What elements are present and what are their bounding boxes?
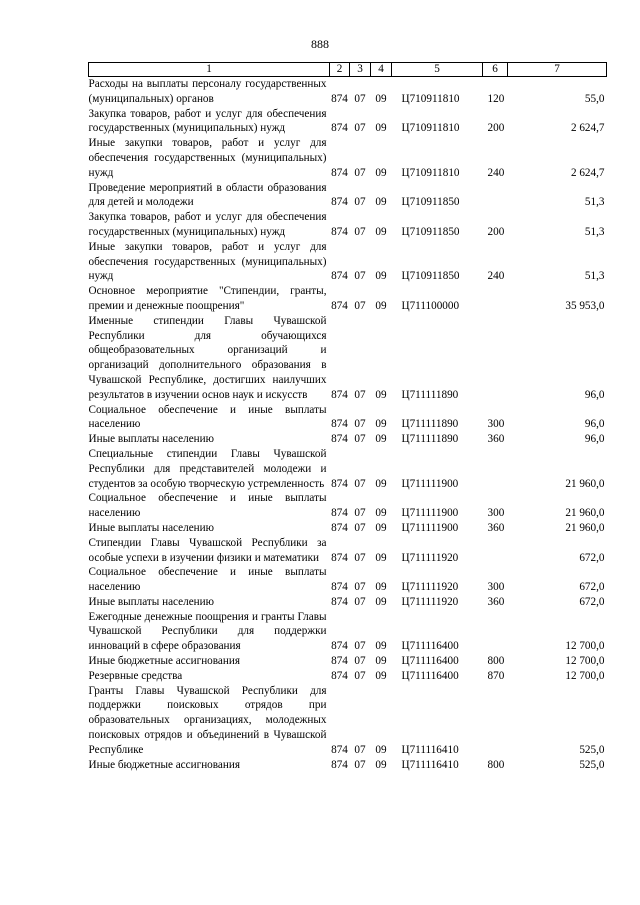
row-vr xyxy=(483,284,508,314)
row-rz: 07 xyxy=(354,507,366,520)
row-rz: 07 xyxy=(354,418,366,431)
header-col-3: 3 xyxy=(350,63,371,77)
row-vr: 200 xyxy=(487,225,505,238)
row-gr: 874 xyxy=(331,595,348,608)
table-row xyxy=(89,610,607,654)
row-vr: 240 xyxy=(487,166,505,179)
row-gr: 874 xyxy=(331,225,348,238)
page-number: 888 xyxy=(311,37,329,51)
row-sum: 35 953,0 xyxy=(565,299,605,312)
row-pr: 09 xyxy=(375,758,387,771)
row-vr: 300 xyxy=(487,581,505,594)
table-row xyxy=(89,654,607,669)
row-rz: 07 xyxy=(354,225,366,238)
header-col-2: 2 xyxy=(330,63,350,77)
row-sum: 51,3 xyxy=(584,196,605,209)
row-gr: 874 xyxy=(331,270,348,283)
row-rz: 07 xyxy=(354,299,366,312)
row-pr: 09 xyxy=(375,270,387,283)
row-name: Закупка товаров, работ и услуг для обеспечения государственных (муниципальных) нужд xyxy=(88,107,327,135)
row-vr: 300 xyxy=(487,418,505,431)
row-name: Иные бюджетные ассигнования xyxy=(88,758,240,771)
row-vr xyxy=(483,447,508,491)
row-pr: 09 xyxy=(375,388,387,401)
row-sum: 55,0 xyxy=(584,92,605,105)
row-gr: 874 xyxy=(331,507,348,520)
row-vr: 800 xyxy=(487,758,505,771)
row-gr: 874 xyxy=(331,640,348,653)
table-row xyxy=(89,669,607,684)
row-gr: 874 xyxy=(331,669,348,682)
row-vr: 300 xyxy=(487,507,505,520)
row-vr: 360 xyxy=(487,433,505,446)
row-sum: 96,0 xyxy=(584,418,605,431)
row-name: Социальное обеспечение и иные выплаты населению xyxy=(88,403,327,431)
table-row xyxy=(89,107,607,137)
row-vr xyxy=(483,314,508,403)
table-row xyxy=(89,565,607,595)
table-row xyxy=(89,210,607,240)
row-name: Ежегодные денежные поощрения и гранты Главы Чувашской Республики для поддержки инноваций в сфере образования xyxy=(88,610,327,653)
row-name: Иные закупки товаров, работ и услуг для обеспечения государственных (муниципальных) нужд xyxy=(88,240,327,283)
row-gr: 874 xyxy=(331,477,348,490)
table-row xyxy=(89,491,607,521)
table-row xyxy=(89,447,607,491)
header-col-6: 6 xyxy=(483,63,508,77)
row-name: Стипендии Главы Чувашской Республики за особые успехи в изучении физики и математики xyxy=(88,536,327,564)
row-csr: Ц710911810 xyxy=(401,122,460,135)
row-csr: Ц711116400 xyxy=(401,669,459,682)
header-col-5: 5 xyxy=(392,63,483,77)
table-row xyxy=(89,595,607,610)
table-body xyxy=(89,77,607,773)
row-gr: 874 xyxy=(331,433,348,446)
row-rz: 07 xyxy=(354,166,366,179)
row-csr: Ц711111900 xyxy=(401,521,459,534)
row-rz: 07 xyxy=(354,388,366,401)
row-csr: Ц711111890 xyxy=(401,433,459,446)
row-name: Резервные средства xyxy=(88,669,183,682)
row-pr: 09 xyxy=(375,166,387,179)
row-rz: 07 xyxy=(354,581,366,594)
row-sum: 525,0 xyxy=(579,743,605,756)
row-rz: 07 xyxy=(354,477,366,490)
row-vr xyxy=(483,181,508,211)
row-csr: Ц711111890 xyxy=(401,388,459,401)
row-csr: Ц710911850 xyxy=(401,270,460,283)
row-csr: Ц711116410 xyxy=(401,743,459,756)
row-sum: 12 700,0 xyxy=(565,655,605,668)
row-sum: 21 960,0 xyxy=(565,521,605,534)
row-name: Проведение мероприятий в области образования для детей и молодежи xyxy=(88,181,327,209)
row-rz: 07 xyxy=(354,655,366,668)
row-pr: 09 xyxy=(375,507,387,520)
table-header xyxy=(89,63,607,77)
row-sum: 12 700,0 xyxy=(565,669,605,682)
row-gr: 874 xyxy=(331,122,348,135)
row-gr: 874 xyxy=(331,418,348,431)
row-gr: 874 xyxy=(331,581,348,594)
row-rz: 07 xyxy=(354,669,366,682)
table-row xyxy=(89,403,607,433)
row-pr: 09 xyxy=(375,418,387,431)
row-sum: 96,0 xyxy=(584,388,605,401)
row-csr: Ц711111920 xyxy=(401,581,459,594)
row-rz: 07 xyxy=(354,595,366,608)
row-pr: 09 xyxy=(375,551,387,564)
row-pr: 09 xyxy=(375,122,387,135)
row-pr: 09 xyxy=(375,92,387,105)
row-gr: 874 xyxy=(331,551,348,564)
row-gr: 874 xyxy=(331,655,348,668)
row-csr: Ц711111890 xyxy=(401,418,459,431)
row-rz: 07 xyxy=(354,196,366,209)
row-vr: 870 xyxy=(487,669,505,682)
row-vr: 120 xyxy=(487,92,505,105)
row-sum: 672,0 xyxy=(579,595,605,608)
row-pr: 09 xyxy=(375,669,387,682)
row-gr: 874 xyxy=(331,166,348,179)
row-gr: 874 xyxy=(331,92,348,105)
row-pr: 09 xyxy=(375,196,387,209)
row-rz: 07 xyxy=(354,122,366,135)
row-sum: 672,0 xyxy=(579,551,605,564)
row-rz: 07 xyxy=(354,743,366,756)
row-name: Иные закупки товаров, работ и услуг для обеспечения государственных (муниципальных) нужд xyxy=(88,137,327,179)
row-rz: 07 xyxy=(354,640,366,653)
row-vr: 360 xyxy=(487,595,505,608)
table-row xyxy=(89,284,607,314)
row-sum: 96,0 xyxy=(584,433,605,446)
row-csr: Ц711116400 xyxy=(401,640,459,653)
row-vr xyxy=(483,610,508,654)
row-name: Иные выплаты населению xyxy=(88,595,214,608)
row-csr: Ц710911850 xyxy=(401,196,460,209)
header-col-1: 1 xyxy=(89,63,330,77)
row-pr: 09 xyxy=(375,433,387,446)
row-name: Закупка товаров, работ и услуг для обеспечения государственных (муниципальных) нужд xyxy=(88,211,327,238)
row-name: Основное мероприятие "Стипендии, гранты, премии и денежные поощрения" xyxy=(88,285,327,312)
row-sum: 672,0 xyxy=(579,581,605,594)
row-vr: 800 xyxy=(487,655,505,668)
table-row xyxy=(89,432,607,447)
row-gr: 874 xyxy=(331,758,348,771)
row-sum: 2 624,7 xyxy=(570,122,605,135)
header-col-4: 4 xyxy=(371,63,392,77)
budget-table xyxy=(88,62,607,772)
row-pr: 09 xyxy=(375,581,387,594)
row-rz: 07 xyxy=(354,270,366,283)
table-row xyxy=(89,521,607,536)
row-csr: Ц711116400 xyxy=(401,655,459,668)
table-row xyxy=(89,136,607,180)
row-csr: Ц711116410 xyxy=(401,758,459,771)
row-csr: Ц711111920 xyxy=(401,595,459,608)
row-gr: 874 xyxy=(331,743,348,756)
header-col-7: 7 xyxy=(508,63,607,77)
row-sum: 21 960,0 xyxy=(565,477,605,490)
row-pr: 09 xyxy=(375,299,387,312)
table-row xyxy=(89,314,607,403)
row-csr: Ц711100000 xyxy=(401,299,460,312)
row-pr: 09 xyxy=(375,521,387,534)
row-sum: 51,3 xyxy=(584,225,605,238)
row-csr: Ц711111900 xyxy=(401,477,459,490)
row-name: Именные стипендии Главы Чувашской Республики для обучающихся общеобразовательных организаций и организаций дополнительного образования в Чувашской Республике, достигших наилучших результатов в изучении основ наук и искусств xyxy=(88,314,327,401)
table-row xyxy=(89,684,607,758)
row-csr: Ц710911850 xyxy=(401,225,460,238)
row-pr: 09 xyxy=(375,743,387,756)
table-row xyxy=(89,536,607,566)
row-rz: 07 xyxy=(354,433,366,446)
row-gr: 874 xyxy=(331,299,348,312)
row-name: Социальное обеспечение и иные выплаты населению xyxy=(88,492,327,520)
table-row xyxy=(89,240,607,284)
row-csr: Ц710911810 xyxy=(401,166,460,179)
row-csr: Ц711111900 xyxy=(401,507,459,520)
table-row xyxy=(89,181,607,211)
row-sum: 2 624,7 xyxy=(570,166,605,179)
row-name: Специальные стипендии Главы Чувашской Республики для представителей молодежи и студентов за особую творческую устремленность xyxy=(88,447,327,490)
row-rz: 07 xyxy=(354,92,366,105)
row-gr: 874 xyxy=(331,521,348,534)
row-name: Иные бюджетные ассигнования xyxy=(88,655,240,668)
row-csr: Ц711111920 xyxy=(401,551,459,564)
row-csr: Ц710911810 xyxy=(401,92,460,105)
row-sum: 51,3 xyxy=(584,270,605,283)
row-vr xyxy=(483,684,508,758)
row-name: Иные выплаты населению xyxy=(88,433,214,446)
row-vr: 240 xyxy=(487,270,505,283)
row-gr: 874 xyxy=(331,196,348,209)
row-name: Иные выплаты населению xyxy=(88,521,214,534)
row-pr: 09 xyxy=(375,640,387,653)
row-vr: 360 xyxy=(487,521,505,534)
row-sum: 21 960,0 xyxy=(565,507,605,520)
row-rz: 07 xyxy=(354,551,366,564)
row-name: Социальное обеспечение и иные выплаты населению xyxy=(88,566,327,594)
row-rz: 07 xyxy=(354,521,366,534)
row-rz: 07 xyxy=(354,758,366,771)
row-vr xyxy=(483,536,508,566)
table-row xyxy=(89,758,607,773)
row-pr: 09 xyxy=(375,655,387,668)
row-pr: 09 xyxy=(375,477,387,490)
row-name: Гранты Главы Чувашской Республики для поддержки поисковых отрядов при образовательных организациях, молодежных поисковых отрядов и объединений в Чувашской Республике xyxy=(88,684,327,756)
row-vr: 200 xyxy=(487,122,505,135)
table-row xyxy=(89,77,607,107)
row-sum: 525,0 xyxy=(579,758,605,771)
row-pr: 09 xyxy=(375,225,387,238)
row-pr: 09 xyxy=(375,595,387,608)
row-sum: 12 700,0 xyxy=(565,640,605,653)
row-gr: 874 xyxy=(331,388,348,401)
row-name: Расходы на выплаты персоналу государственных (муниципальных) органов xyxy=(88,78,327,105)
